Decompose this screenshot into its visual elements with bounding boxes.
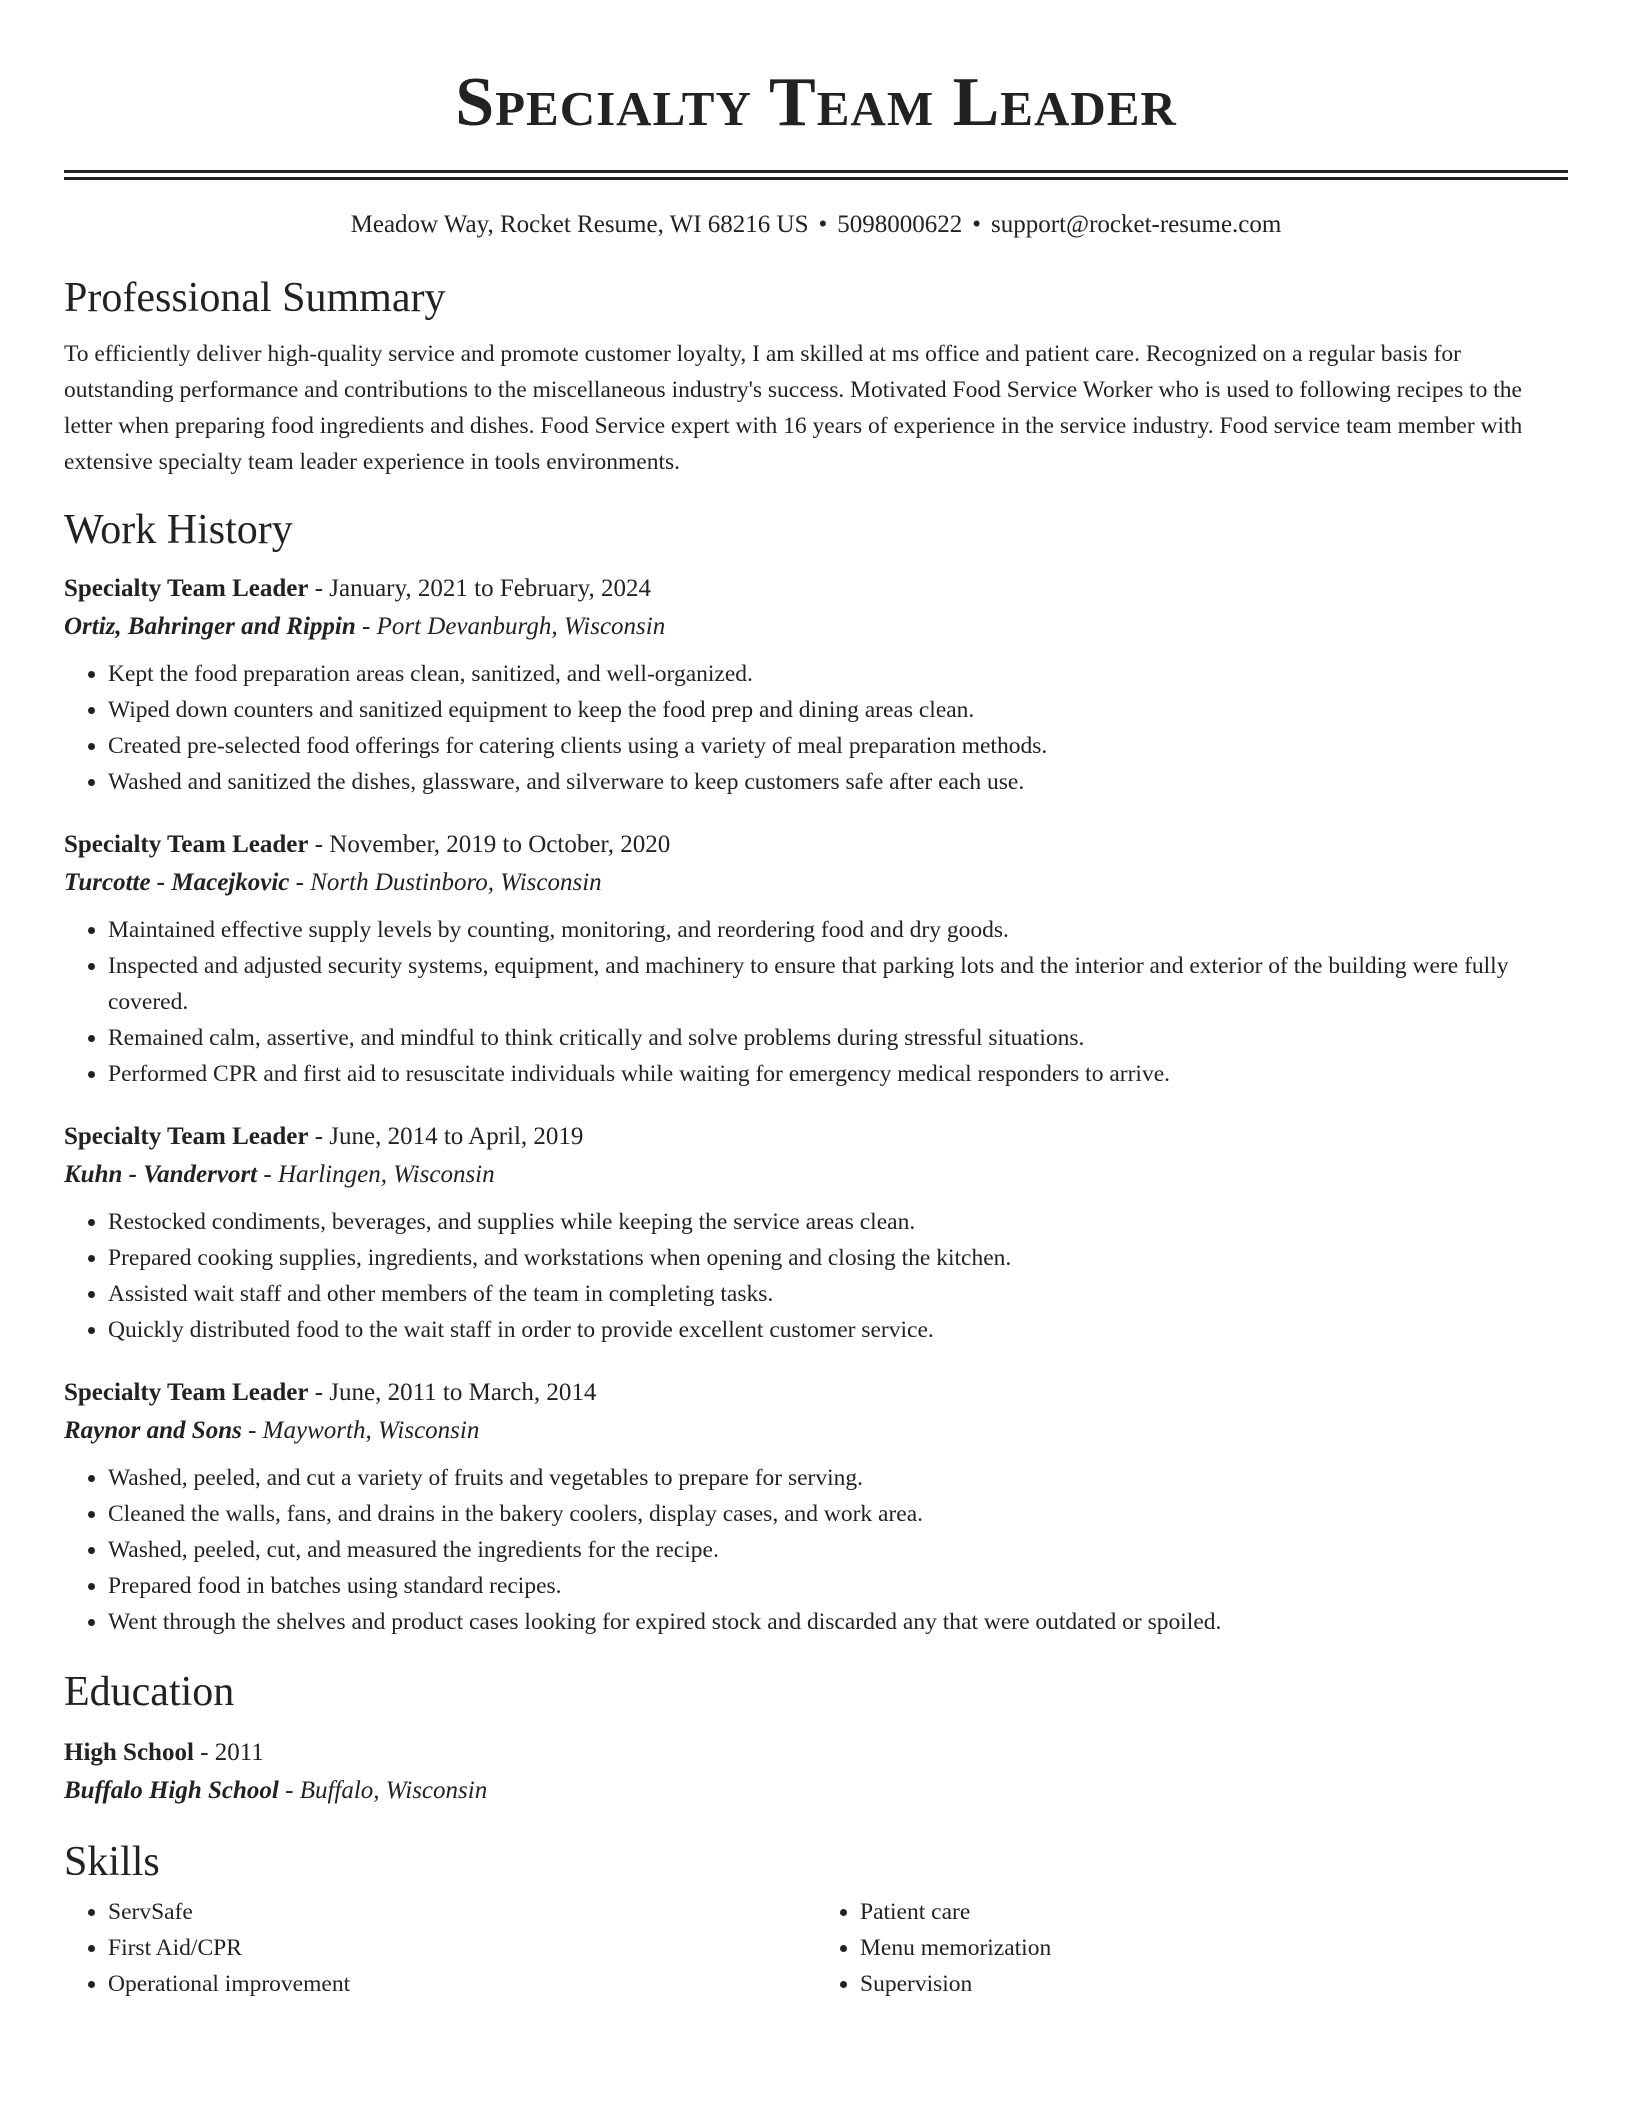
- employer-line: [64, 1412, 1568, 1450]
- job-bullet: • Wiped down counters and sanitized equipment to keep the food prep and dining areas clean.: [108, 692, 1568, 728]
- employer-name: Ortiz, Bahringer and Rippin: [64, 613, 356, 640]
- skills-heading: Skills: [64, 1839, 160, 1885]
- job-bullets: [64, 912, 1568, 1092]
- job-title: Specialty Team Leader: [64, 1123, 309, 1150]
- skills-columns: [64, 1894, 1568, 2002]
- job-bullet: • Washed, peeled, cut, and measured the ingredients for the recipe.: [108, 1532, 1568, 1568]
- job-bullets: [64, 656, 1568, 800]
- job-entry: [64, 570, 1568, 800]
- employer-location: - North Dustinboro, Wisconsin: [289, 869, 602, 896]
- contact-email: support@rocket-resume.com: [991, 211, 1282, 238]
- job-bullet: • Washed and sanitized the dishes, glassware, and silverware to keep customers safe after each use.: [108, 764, 1568, 800]
- job-dates: - June, 2014 to April, 2019: [308, 1123, 584, 1150]
- resume-title: Specialty Team Leader: [455, 64, 1177, 141]
- job-bullet: • Remained calm, assertive, and mindful to think critically and solve problems during stressful situations.: [108, 1020, 1568, 1056]
- job-bullet: • Quickly distributed food to the wait staff in order to provide excellent customer service.: [108, 1312, 1568, 1348]
- graduation-year: - 2011: [193, 1739, 264, 1766]
- job-entry: [64, 826, 1568, 1092]
- employer-location: - Harlingen, Wisconsin: [257, 1161, 495, 1188]
- job-entry: [64, 1118, 1568, 1348]
- job-bullet: • Cleaned the walls, fans, and drains in the bakery coolers, display cases, and work area.: [108, 1496, 1568, 1532]
- skill-item: • First Aid/CPR: [108, 1930, 816, 1966]
- summary-heading: Professional Summary: [64, 275, 446, 321]
- skills-right-column: [816, 1894, 1568, 2002]
- job-dates: - November, 2019 to October, 2020: [308, 831, 671, 858]
- job-bullet: • Went through the shelves and product cases looking for expired stock and discarded any that were outdated or spoiled.: [108, 1604, 1568, 1640]
- job-bullet: • Assisted wait staff and other members of the team in completing tasks.: [108, 1276, 1568, 1312]
- contact-separator: •: [818, 211, 828, 238]
- school-name: Buffalo High School: [64, 1777, 279, 1804]
- contact-address: Meadow Way, Rocket Resume, WI 68216 US: [350, 211, 809, 238]
- employer-location: - Mayworth, Wisconsin: [241, 1417, 480, 1444]
- job-dates: - January, 2021 to February, 2024: [308, 575, 651, 602]
- job-bullet: • Performed CPR and first aid to resuscitate individuals while waiting for emergency medical responders to arrive.: [108, 1056, 1568, 1092]
- job-bullet: • Kept the food preparation areas clean, sanitized, and well-organized.: [108, 656, 1568, 692]
- skill-item: • ServSafe: [108, 1894, 816, 1930]
- job-bullet: • Restocked condiments, beverages, and supplies while keeping the service areas clean.: [108, 1204, 1568, 1240]
- job-bullets: [64, 1460, 1568, 1640]
- job-title: Specialty Team Leader: [64, 1379, 309, 1406]
- employer-line: [64, 864, 1568, 902]
- school-location: - Buffalo, Wisconsin: [278, 1777, 488, 1804]
- job-bullet: • Prepared cooking supplies, ingredients, and workstations when opening and closing the kitchen.: [108, 1240, 1568, 1276]
- resume-page: [64, 0, 1568, 2002]
- job-title-line: [64, 1118, 1568, 1156]
- skill-item: • Menu memorization: [860, 1930, 1568, 1966]
- skills-left-column: [64, 1894, 816, 2002]
- employer-line: [64, 1156, 1568, 1194]
- job-title-line: [64, 1374, 1568, 1412]
- skill-item: • Supervision: [860, 1966, 1568, 2002]
- employer-name: Raynor and Sons: [64, 1417, 242, 1444]
- contact-line: [64, 208, 1568, 242]
- degree: High School: [64, 1739, 194, 1766]
- job-bullet: • Prepared food in batches using standard recipes.: [108, 1568, 1568, 1604]
- skill-item: • Operational improvement: [108, 1966, 816, 2002]
- contact-phone: 5098000622: [837, 211, 963, 238]
- job-title: Specialty Team Leader: [64, 831, 309, 858]
- employer-name: Kuhn - Vandervort: [64, 1161, 258, 1188]
- school-line: [64, 1772, 1568, 1810]
- education-entry: [64, 1734, 1568, 1810]
- job-bullet: • Washed, peeled, and cut a variety of fruits and vegetables to prepare for serving.: [108, 1460, 1568, 1496]
- skill-item: • Patient care: [860, 1894, 1568, 1930]
- job-bullets: [64, 1204, 1568, 1348]
- summary-text: To efficiently deliver high-quality service and promote customer loyalty, I am skilled at ms office and patient care. Recognized on a regular basis for outstanding performance and contributions to the miscellaneous industry's success. Motivated Food Service Worker who is used to following recipes to the letter when preparing food ingredients and dishes. Food Service expert with 16 years of experience in the service industry. Food service team member with extensive specialty team leader experience in tools environments.: [64, 341, 1523, 475]
- employer-location: - Port Devanburgh, Wisconsin: [355, 613, 666, 640]
- job-title-line: [64, 570, 1568, 608]
- employer-name: Turcotte - Macejkovic: [64, 869, 290, 896]
- employer-line: [64, 608, 1568, 646]
- degree-line: [64, 1734, 1568, 1772]
- contact-separator: •: [972, 211, 982, 238]
- job-title-line: [64, 826, 1568, 864]
- job-bullet: • Created pre-selected food offerings for catering clients using a variety of meal preparation methods.: [108, 728, 1568, 764]
- work-history-heading: Work History: [64, 507, 293, 553]
- education-heading: Education: [64, 1669, 235, 1715]
- job-bullet: • Inspected and adjusted security systems, equipment, and machinery to ensure that parking lots and the interior and exterior of the building were fully covered.: [108, 948, 1568, 1020]
- job-dates: - June, 2011 to March, 2014: [308, 1379, 597, 1406]
- job-title: Specialty Team Leader: [64, 575, 309, 602]
- title-double-rule: [64, 170, 1568, 180]
- job-entry: [64, 1374, 1568, 1640]
- job-bullet: • Maintained effective supply levels by counting, monitoring, and reordering food and dry goods.: [108, 912, 1568, 948]
